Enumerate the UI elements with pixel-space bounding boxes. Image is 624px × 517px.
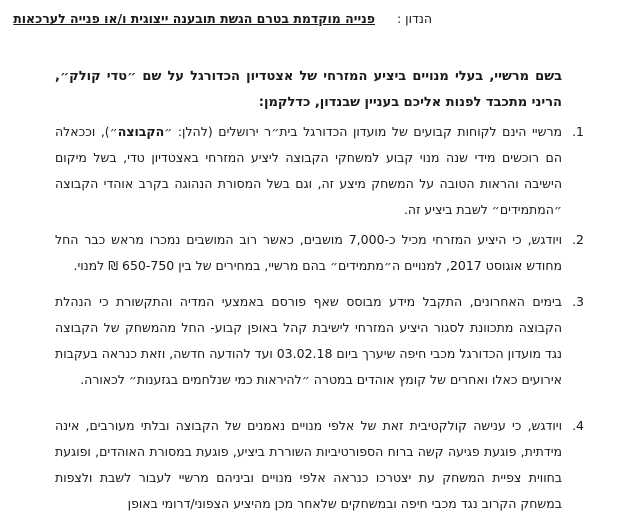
paragraph-number: 2. xyxy=(572,232,584,247)
paragraph-number: 3. xyxy=(572,294,584,309)
subject-line xyxy=(13,11,432,26)
paragraph-number: 1. xyxy=(572,124,584,139)
text-segment: מרשיי הינם לקוחות קבועים של מועדון הכדורגל בית״ר ירושלים (להלן: ״ xyxy=(164,124,562,139)
numbered-paragraph-4 xyxy=(55,413,584,517)
subject-title: פנייה מוקדמת בטרם הגשת תובענה ייצוגית ו/או פנייה לערכאות xyxy=(13,11,376,26)
numbered-paragraph-2 xyxy=(55,227,584,279)
subject-label: הנדון : xyxy=(397,11,432,26)
defined-term: הקבוצה xyxy=(117,124,165,139)
intro-paragraph: בשם מרשיי, בעלי מנויים ביציע המזרחי של אצטדיון הכדורגל על שם ״טדי קולק״, הריני מתכבד לפנות אליכם בעניין שבנדון, כדלקמן: xyxy=(55,69,562,110)
paragraph-number: 4. xyxy=(572,418,584,433)
paragraph-text: בימים האחרונים, התקבל מידע מבוסס שאף פורסם באמצעי המדיה והתקשורת כי הנהלת הקבוצה מתכוונת לסגור היציע המזרחי לישיבת קהל באופן קבוע- החל מהמשחק של הקבוצה נגד מועדון הכדורגל מכבי חיפה שיערך ביום 03.02.18 ועד להודעה חדשה, וזאת כנראה בעקבות אירועים כאלו ואחרים של קומץ אוהדים במטרה ״להיראות כמי שנלחמים בגזענות״ לכאורה. xyxy=(55,294,562,387)
numbered-paragraph-3 xyxy=(55,289,584,393)
paragraph-text: ויודגש, כי היציע המזרחי מכיל כ-7,000 מושבים, כאשר רוב המושבים נמכרו מראש כבר החל מחודש אוגוסט 2017, למנויים ה״מתמידים״ בהם מרשיי, במחירים של בין 650-750 ₪ למנוי. xyxy=(55,232,562,273)
numbered-paragraph-1 xyxy=(55,119,584,223)
paragraph-text xyxy=(55,119,562,223)
text-segment: ״), וככאלה הם רוכשים מידי שנה מנוי קבוע למשחקי הקבוצה ליציע המזרחי באצטדיון טדי, בשל מיקום הישיבה והראות הטובה על המשחק מיצע זה, וגם בשל המסורת הנהוגה בקרב אוהדי הקבוצה ״המתמידים״ לשבת ביציע זה. xyxy=(55,124,562,217)
paragraph-text: ויודגש, כי ענישה קולקטיבית זאת של אלפי מנויים נאמנים של הקבוצה ובלתי מעורבים, אינה מידתית, פוגעת פגיעה קשה ברוח הספורטיביות השוררת ביציע, פוגעת במסורת האוהדים, ופוגעת בחווית צפיית המשחק עת יצטרכו כנראה אלפי מנויים וביניהם מרשיי לעבור לשבת ולצפות במשחק הקרוב נגד מכבי חיפה ובמשחקים שלאחר מכן מהיציע הצפוני/דרומי באופן xyxy=(55,418,562,511)
